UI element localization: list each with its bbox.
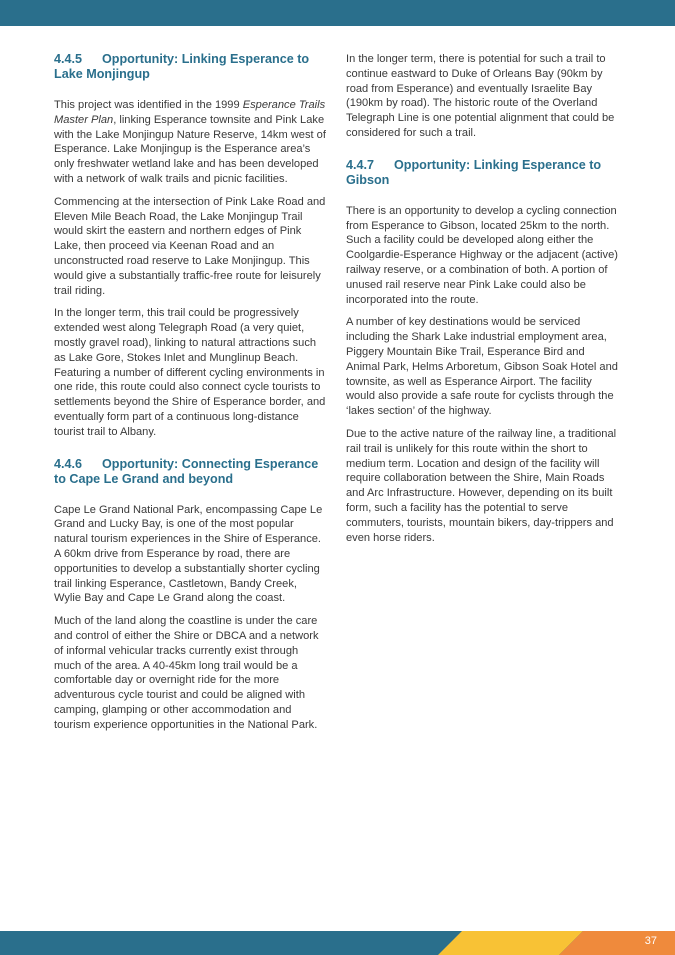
right-column [346, 52, 621, 553]
paragraph: In the longer term, there is potential for such a trail to continue eastward to Duke of Orleans Bay (90km by road from Esperance) and eventually Israelite Bay (190km by road). The historic route of the Overland Telegraph Line is one potential alignment that could be considered for such a trail. [346, 53, 615, 139]
header-band [0, 0, 675, 26]
text-run: This project was identified in the 1999 [54, 99, 243, 111]
heading-line-1: Opportunity: Linking Esperance to [394, 157, 602, 172]
text-run: , linking Esperance townsite and Pink Lake with the Lake Monjingup Nature Reserve, 14km west of Esperance. Lake Monjingup is the Esperance area’s only freshwater wetland lake and has been developed with a network of walk trails and picnic facilities. [54, 113, 326, 185]
heading-line-2: to Cape Le Grand and beyond [54, 471, 234, 486]
heading-line-1: Opportunity: Connecting Esperance [102, 456, 319, 471]
paragraph: Due to the active nature of the railway line, a traditional rail trail is unlikely for this route within the short to medium term. Location and design of the facility will require collaboration between the Shire, Main Roads and Arc Infrastructure. However, depending on its built form, such a facility has the potential to serve commuters, tourists, mountain bikers, day-trippers and even horse riders. [346, 427, 617, 544]
heading-line-2: Gibson [346, 172, 390, 187]
section-number: 4.4.7 [346, 157, 375, 172]
heading-line-1: Opportunity: Linking Esperance to [102, 52, 310, 66]
footer-yellow-stripe [438, 931, 583, 955]
heading-line-2: Lake Monjingup [54, 67, 150, 81]
paragraph: Commencing at the intersection of Pink Lake Road and Eleven Mile Beach Road, the Lake Monjingup Trail would skirt the eastern and northern edges of Pink Lake, then proceed via Keenan Road and an unconstructed road reserve to Lake Monjingup. This would give a substantially traffic-free route for leisurely trail riding. [54, 195, 326, 297]
plan-title: Esperance Trails Master Plan [54, 99, 326, 126]
paragraph: There is an opportunity to develop a cycling connection from Esperance to Gibson, located 25km to the north. Such a facility could be developed along either the Coolgardie-Esperance Highway or the adjacent (active) railway reserve, or a combination of both. A portion of unused rail reserve near Pink Lake could also be incorporated into the route. [346, 204, 618, 306]
paragraph [54, 98, 326, 187]
paragraph: A number of key destinations would be serviced including the Shark Lake industrial employment area, Piggery Mountain Bike Trail, Esperance Bird and Animal Park, Helms Arboretum, Gibson Soak Hotel and townsite, as well as Esperance Airport. The facility would also provide a safe route for cyclists through the ‘lakes section’ of the highway. [346, 316, 618, 418]
page-number: 37 [644, 935, 657, 947]
paragraph: Cape Le Grand National Park, encompassing Cape Le Grand and Lucky Bay, is one of the most popular natural tourism experiences in the Shire of Esperance. A 60km drive from Esperance by road, there are opportunities to develop a substantially shorter cycling trail linking Esperance, Castletown, Bandy Creek, Wylie Bay and Cape Le Grand along the coast. [54, 503, 323, 605]
section-heading-4-4-5 [54, 52, 326, 82]
section-heading-4-4-6 [54, 457, 326, 487]
section-number: 4.4.5 [54, 52, 83, 66]
footer-band [0, 931, 675, 955]
section-heading-4-4-7 [346, 158, 621, 188]
section-number: 4.4.6 [54, 456, 83, 471]
paragraph: In the longer term, this trail could be progressively extended west along Telegraph Road (a very quiet, mostly gravel road), linking to natural attractions such as Lake Gore, Stokes Inlet and Munglinup Beach. Featuring a number of different cycling environments in one ride, this route could also connect cycle tourists to settlements beyond the Shire of Esperance border, and eventually form part of a continuous long-distance tourist trail to Albany. [54, 307, 326, 438]
paragraph: Much of the land along the coastline is under the care and control of either the Shire or DBCA and a network of informal vehicular tracks currently exist through much of the area. A 40-45km long trail would be a comfortable day or overnight ride for the more adventurous cycle tourist and could be aligned with camping, glamping or other accommodation and tourism experience opportunities in the National Park. [54, 615, 319, 731]
left-column [54, 52, 326, 740]
